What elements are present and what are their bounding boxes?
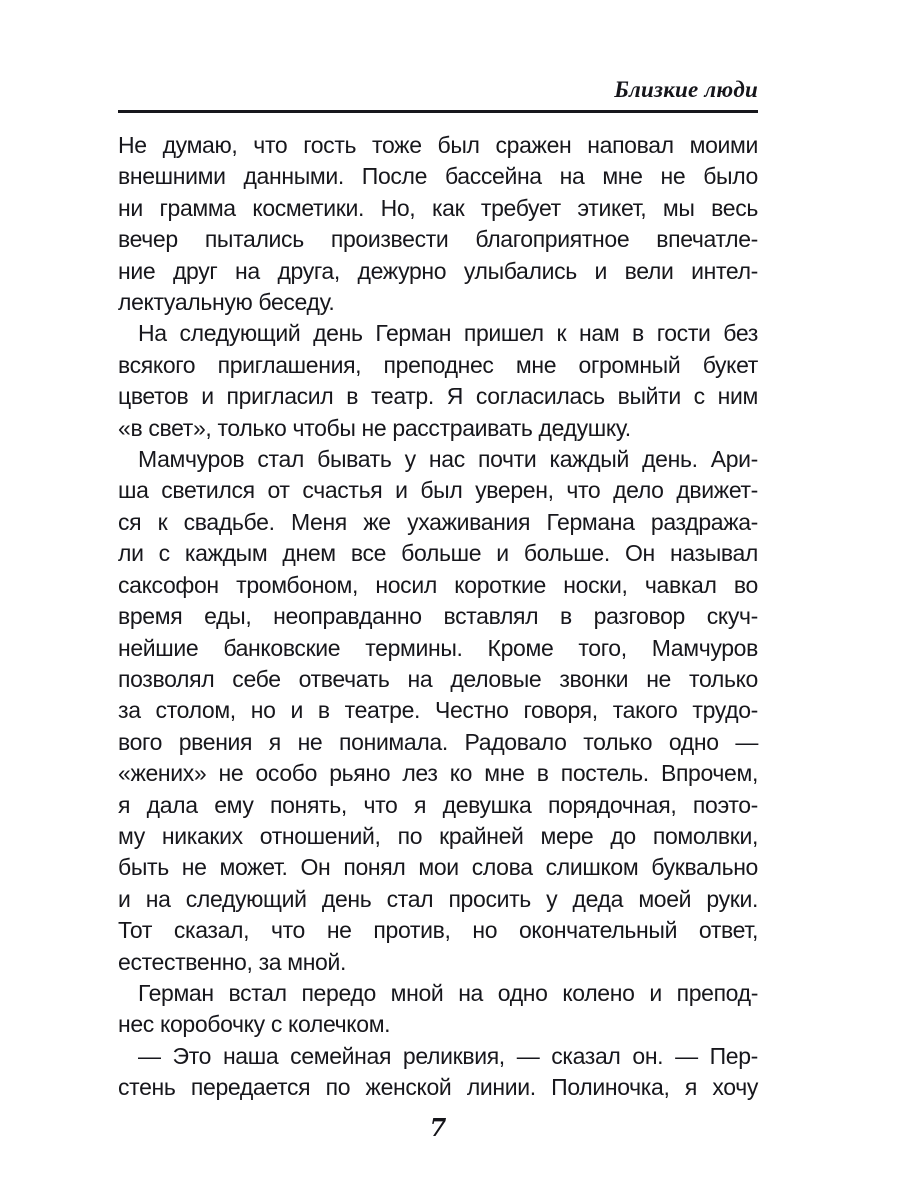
header-rule (118, 110, 758, 113)
text-line: и на следующий день стал просить у деда моей руки. (118, 885, 758, 912)
text-line: цветов и пригласил в театр. Я согласилась выйти с ним (118, 383, 758, 410)
text-line: стень передается по женской линии. Полиночка, я хочу (118, 1074, 758, 1101)
paragraph (118, 444, 758, 978)
text-line: ся к свадьбе. Меня же ухаживания Германа раздража- (118, 508, 758, 535)
text-line: — Это наша семейная реликвия, — сказал он. — Пер- (138, 1042, 758, 1069)
text-line: Тот сказал, что не против, но окончательный ответ, (118, 917, 758, 944)
text-line: Не думаю, что гость тоже был сражен наповал моими (118, 132, 758, 158)
text-line: всякого приглашения, преподнес мне огромный букет (118, 351, 758, 378)
text-line: быть не может. Он понял мои слова слишком буквально (118, 854, 758, 881)
paragraph (118, 978, 758, 1041)
page-text (118, 130, 758, 1104)
page-number: 7 (429, 1112, 447, 1142)
text-line: ли с каждым днем все больше и больше. Он называл (118, 540, 758, 567)
text-line: ни грамма косметики. Но, как требует этикет, мы весь (118, 194, 758, 221)
paragraph (118, 130, 758, 318)
text-line: Герман встал передо мной на одно колено и препод- (138, 979, 758, 1006)
text-line: позволял себе отвечать на деловые звонки не только (118, 665, 758, 692)
text-line: саксофон тромбоном, носил короткие носки, чавкал во (118, 571, 758, 598)
text-line: за столом, но и в театре. Честно говоря, такого трудо- (118, 697, 758, 724)
text-line: лектуальную беседу. (118, 289, 335, 316)
text-line: я дала ему понять, что я девушка порядочная, поэто- (118, 791, 758, 818)
text-line: внешними данными. После бассейна на мне не было (118, 163, 758, 190)
text-line: время еды, неоправданно вставлял в разговор скуч- (118, 603, 758, 630)
paragraph (118, 318, 758, 444)
text-line: вого рвения я не понимала. Радовало только одно — (118, 728, 758, 755)
text-line: ша светился от счастья и был уверен, что дело движет- (118, 477, 758, 504)
text-line: нес коробочку с колечком. (118, 1011, 391, 1038)
paragraph (118, 1041, 758, 1104)
text-line: На следующий день Герман пришел к нам в гости без (138, 320, 758, 347)
text-line: Мамчуров стал бывать у нас почти каждый день. Ари- (138, 446, 758, 473)
text-line: ние друг на друга, дежурно улыбались и вели интел- (118, 257, 758, 284)
text-line: нейшие банковские термины. Кроме того, Мамчуров (118, 634, 758, 661)
text-line: «жених» не особо рьяно лез ко мне в постель. Впрочем, (118, 760, 758, 787)
text-line: вечер пытались произвести благоприятное впечатле- (118, 226, 758, 253)
text-line: «в свет», только чтобы не расстраивать дедушку. (118, 414, 631, 441)
running-header-title: Близкие люди (614, 77, 758, 102)
text-line: му никаких отношений, по крайней мере до помолвки, (118, 822, 758, 849)
text-line: естественно, за мной. (118, 948, 347, 975)
